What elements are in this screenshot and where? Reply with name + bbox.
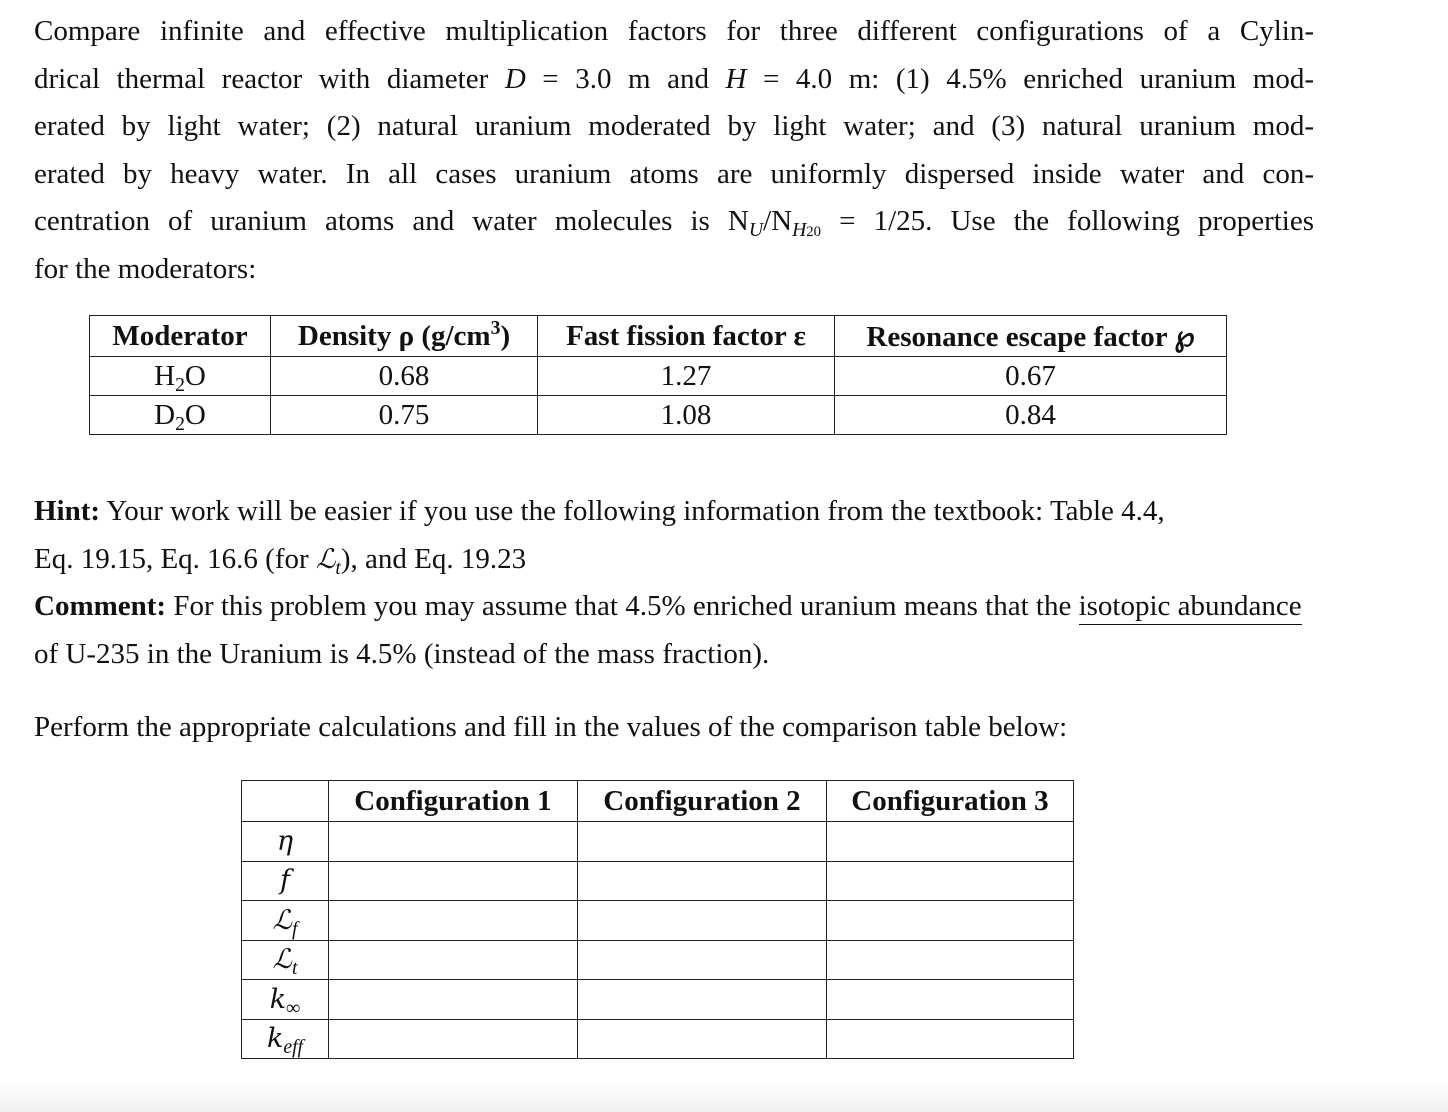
config-2-cell[interactable]	[578, 1019, 827, 1059]
height-symbol: H	[725, 62, 747, 95]
fast-fission-cell: 1.27	[538, 357, 835, 396]
intro-line-1: Compare infinite and effective multiplication factors for three different configurations of a Cylin-	[34, 15, 1314, 47]
comparison-table	[241, 780, 1074, 1059]
header-configuration-2: Configuration 2	[578, 781, 827, 822]
intro-line-2: drical thermal reactor with diameter D = 3.0 m and H = 4.0 m: (1) 4.5% enriched uranium mod-	[34, 62, 1314, 95]
config-3-cell[interactable]	[827, 980, 1074, 1020]
config-1-cell[interactable]	[329, 1019, 578, 1059]
header-configuration-3: Configuration 3	[827, 781, 1074, 822]
symbol-k-infinity: $k_\infty$	[242, 980, 329, 1020]
moderator-cell: $H_2O$	[90, 357, 271, 396]
config-3-cell[interactable]	[827, 861, 1074, 901]
moderator-cell: $D_2O$	[90, 396, 271, 435]
instruction-text: Perform the appropriate calculations and fill in the values of the comparison table below:	[34, 711, 1068, 743]
header-blank	[242, 781, 329, 822]
config-1-cell[interactable]	[329, 861, 578, 901]
density-cell: 0.68	[271, 357, 538, 396]
comment-line-1: Comment: For this problem you may assume that 4.5% enriched uranium means that the isotopic abundance	[34, 583, 1434, 631]
table-header-row	[90, 316, 1227, 357]
density-cell: 0.75	[271, 396, 538, 435]
config-1-cell[interactable]	[329, 822, 578, 862]
config-3-cell[interactable]	[827, 1019, 1074, 1059]
intro-line-6: for the moderators:	[34, 252, 257, 285]
header-density: Density ρ $(g/cm^3)$	[271, 316, 538, 357]
comment-label: Comment:	[34, 590, 167, 623]
table-header-row	[242, 781, 1074, 822]
page-bottom-edge	[0, 1082, 1448, 1112]
hint-line-2: Eq. 19.15, Eq. 16.6 (for ℒ$_t$), and Eq. 19.23	[34, 542, 527, 579]
table-row	[90, 396, 1227, 435]
header-moderator: Moderator	[90, 316, 271, 357]
symbol-k-eff: $k_{eff}$	[242, 1019, 329, 1059]
config-1-cell[interactable]	[329, 940, 578, 980]
config-2-cell[interactable]	[578, 980, 827, 1020]
intro-line-3: erated by light water; (2) natural uranium moderated by light water; and (3) natural uranium mod-	[34, 110, 1314, 143]
table-row	[242, 940, 1074, 980]
table-row	[90, 357, 1227, 396]
symbol-eta: η	[242, 822, 329, 862]
header-resonance-escape: Resonance escape factor ℘	[835, 316, 1227, 357]
symbol-f: f	[242, 861, 329, 901]
symbol-lt: ℒ$_t$	[242, 940, 329, 980]
script-l-symbol: ℒ	[315, 543, 336, 575]
water-subscript: H20	[792, 219, 822, 242]
config-2-cell[interactable]	[578, 901, 827, 941]
intro-line-4: erated by heavy water. In all cases uranium atoms are uniformly dispersed inside water and con-	[34, 157, 1314, 190]
fast-fission-cell: 1.08	[538, 396, 835, 435]
uranium-subscript: U	[748, 219, 764, 242]
table-row	[242, 901, 1074, 941]
diameter-symbol: D	[504, 62, 526, 95]
intro-line-5: centration of uranium atoms and water molecules is $N_U/N_{H20} = 1/25$. Use the following properties	[34, 205, 1314, 242]
resonance-cell: 0.67	[835, 357, 1227, 396]
config-2-cell[interactable]	[578, 861, 827, 901]
hint-and-comment	[34, 488, 1434, 678]
underlined-term: isotopic abundance	[1079, 590, 1302, 625]
moderator-properties-table	[89, 315, 1227, 435]
hint-line-1: Hint: Your work will be easier if you use the following information from the textbook: Table 4.4,	[34, 495, 1165, 527]
config-3-cell[interactable]	[827, 901, 1074, 941]
resonance-cell: 0.84	[835, 396, 1227, 435]
header-fast-fission: Fast fission factor ε	[538, 316, 835, 357]
config-1-cell[interactable]	[329, 980, 578, 1020]
config-3-cell[interactable]	[827, 940, 1074, 980]
hint-label: Hint:	[34, 495, 101, 527]
config-2-cell[interactable]	[578, 940, 827, 980]
table-row	[242, 861, 1074, 901]
symbol-lf: ℒ$_f$	[242, 901, 329, 941]
table-row	[242, 980, 1074, 1020]
table-row	[242, 822, 1074, 862]
problem-statement	[34, 8, 1314, 294]
header-configuration-1: Configuration 1	[329, 781, 578, 822]
config-1-cell[interactable]	[329, 901, 578, 941]
config-2-cell[interactable]	[578, 822, 827, 862]
table-row	[242, 1019, 1074, 1059]
comment-line-2: of U-235 in the Uranium is 4.5% (instead of the mass fraction).	[34, 637, 770, 670]
config-3-cell[interactable]	[827, 822, 1074, 862]
